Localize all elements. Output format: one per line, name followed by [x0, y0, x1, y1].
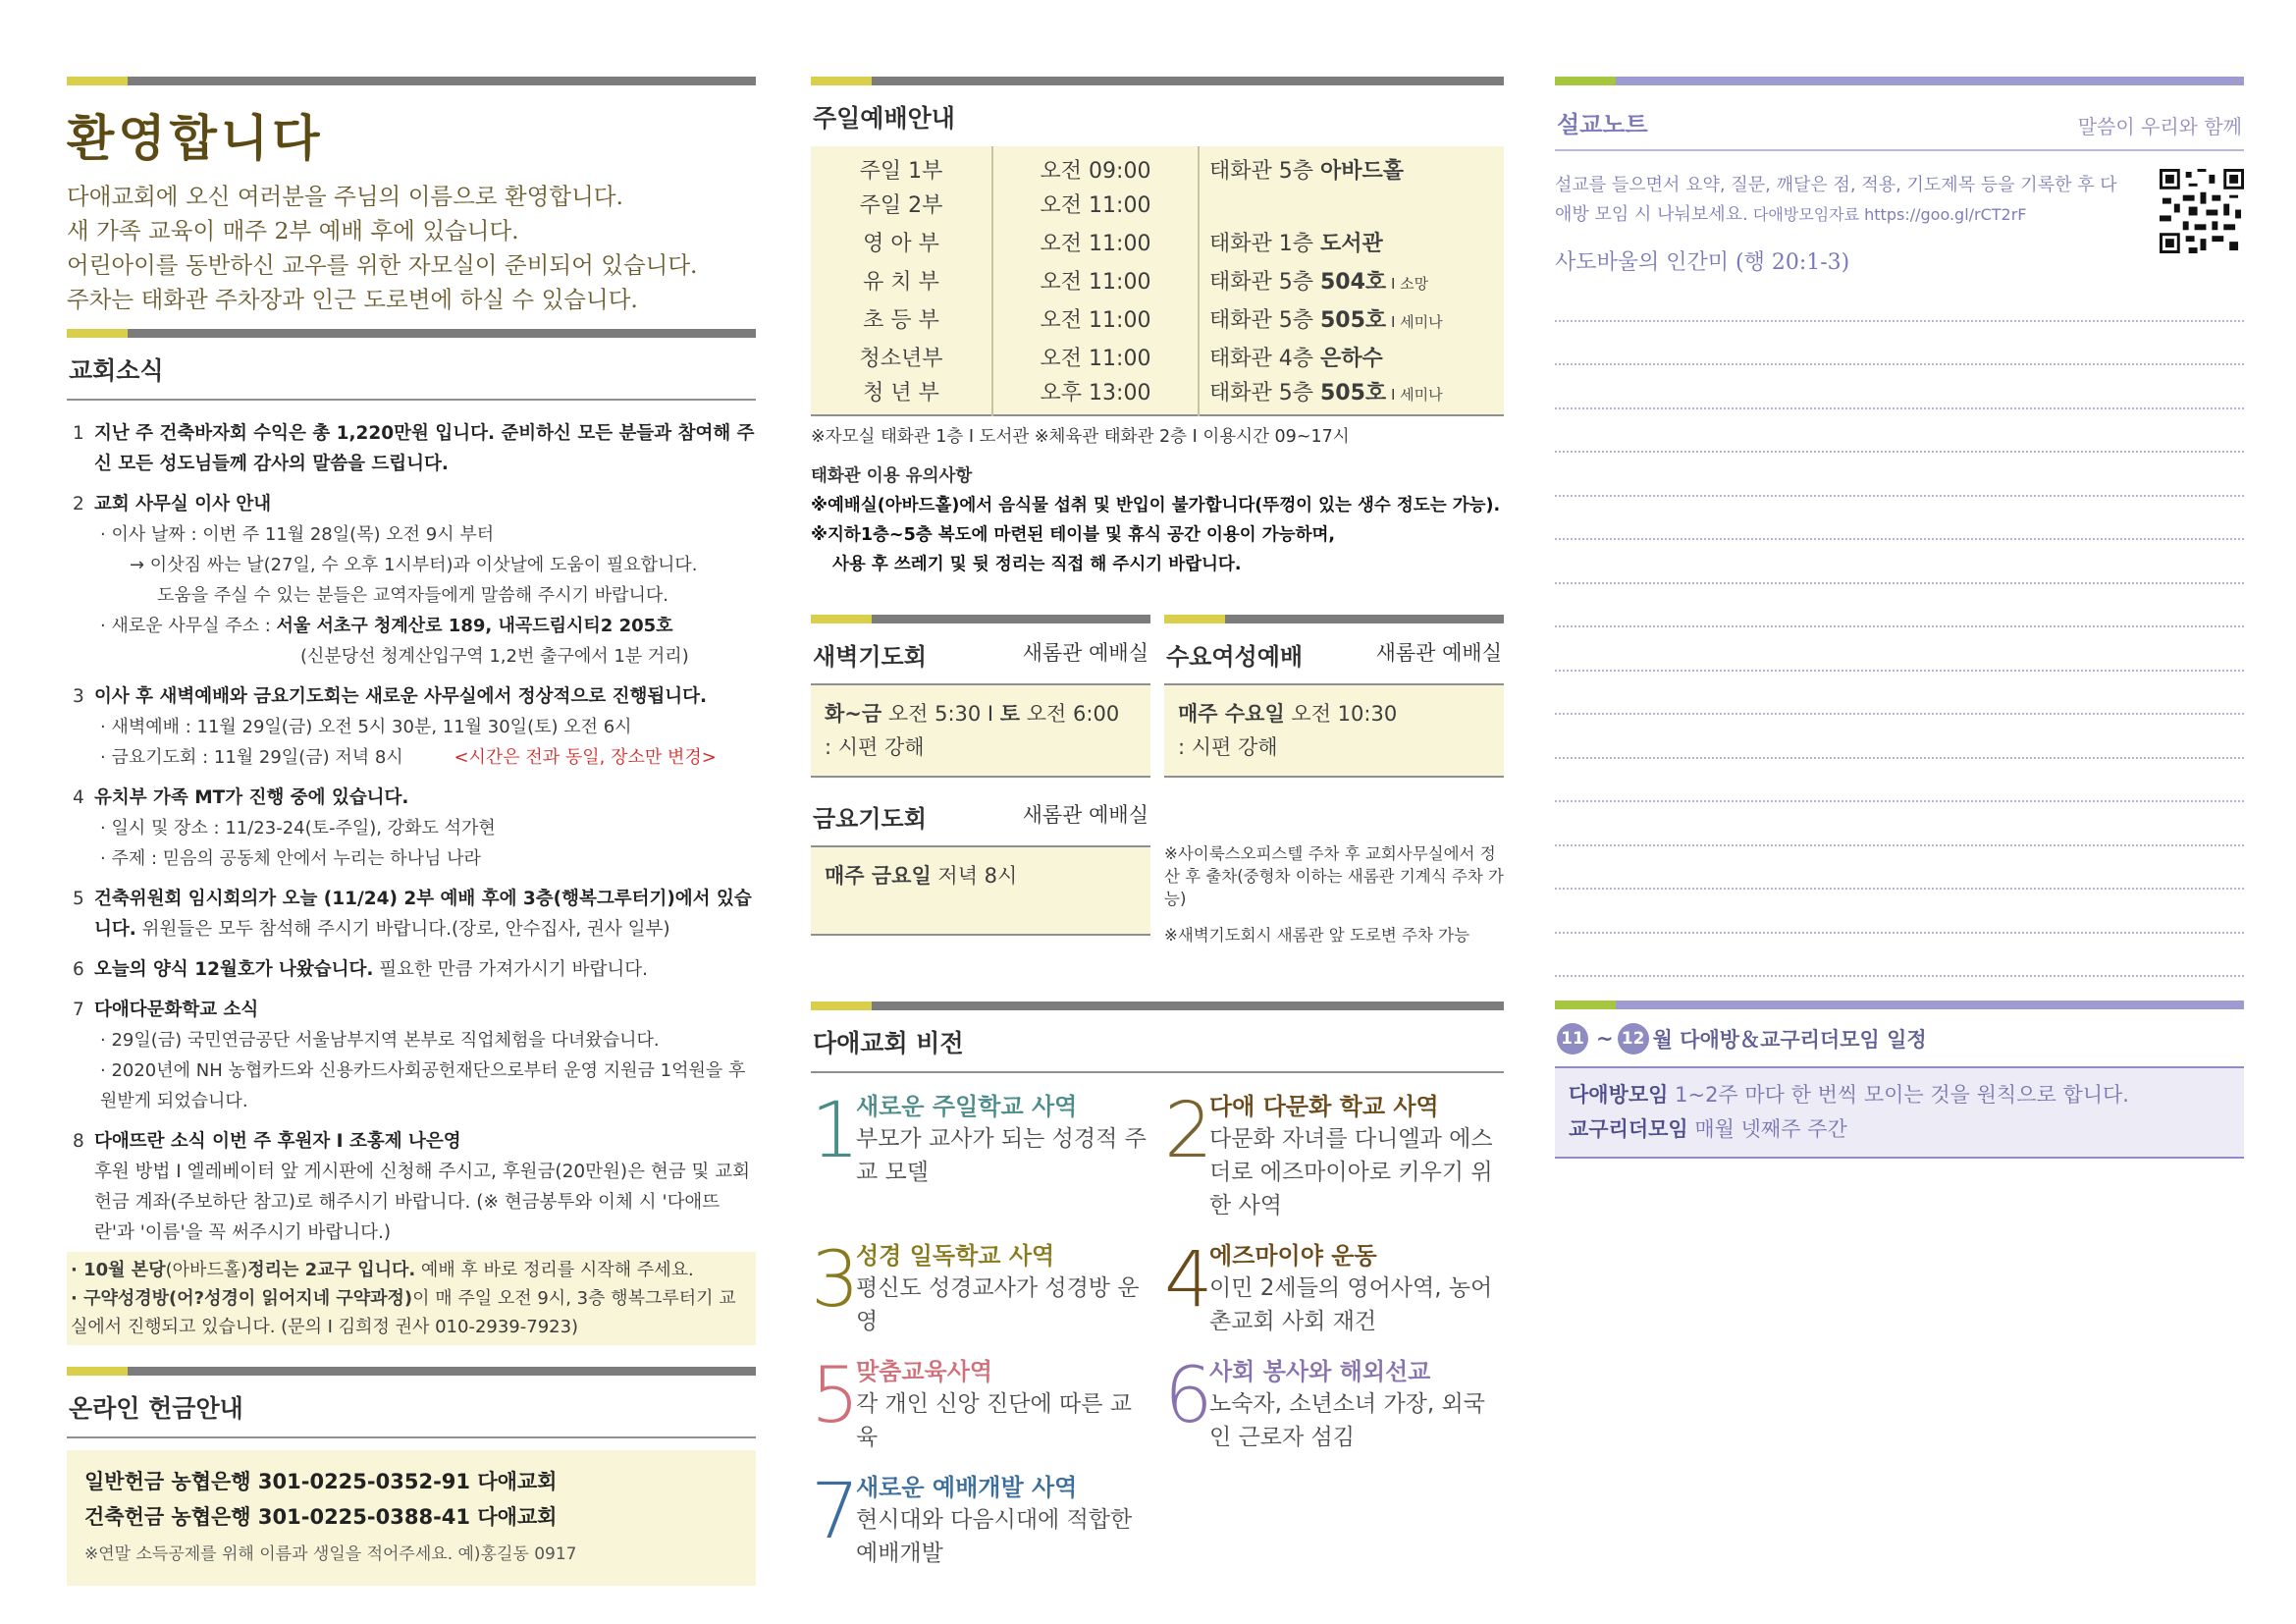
offering-title: 온라인 헌금안내 — [67, 1389, 756, 1438]
column-left — [67, 77, 756, 1586]
news-list — [67, 418, 756, 1248]
rules-title: 태화관 이용 유의사항 — [811, 466, 973, 486]
news-item: 2 교회 사무실 이사 안내 · 이사 날짜 : 이번 주 11월 28일(목) 오전 9시 부터 → 이삿짐 싸는 날(27일, 수 오후 1시부터)과 이삿날에 도움이 필요합니다. 도움을 주실 수 있는 분들은 교역자들에게 말씀해 주시기 바랍니다. · 새로운 사무실 주소 : 서울 서초구 청계산로 189, 내곡드림시티2 205호 (신분당선 청계산입구역 1,2번 출구에서 1분 거리) — [73, 494, 698, 667]
vision-item: 5 맞춤교육사역 각 개인 신앙 진단에 따른 교육 — [811, 1352, 1132, 1450]
divider-bar — [811, 1001, 1504, 1010]
worship-table — [811, 146, 1504, 416]
note-line[interactable] — [1555, 322, 2244, 366]
service-place: 태화관 5층 504호 I 소망 — [1209, 270, 1429, 295]
worship-row — [811, 376, 1504, 415]
service-time: 오전 09:00 — [992, 146, 1199, 185]
note-line[interactable] — [1555, 278, 2244, 322]
service-name: 주일 1부 — [811, 146, 992, 185]
vision-item: 6 사회 봉사와 해외선교 노숙자, 소년소녀 가장, 외국인 근로자 섬김 — [1164, 1352, 1485, 1450]
service-time: 오전 11:00 — [992, 261, 1199, 299]
vision-title: 다애교회 비전 — [811, 1024, 1504, 1073]
service-name: 청소년부 — [811, 338, 992, 376]
divider-bar — [67, 77, 756, 85]
service-time: 오전 11:00 — [992, 223, 1199, 261]
note-line[interactable] — [1555, 540, 2244, 584]
divider-bar — [67, 1367, 756, 1376]
news-item: 8 다애뜨란 소식 이번 주 후원자 I 조홍제 나은영 후원 방법 I 엘레베이터 앞 게시판에 신청해 주시고, 후원금(20만원)은 현금 및 교회헌금 계좌(주보하단 참고)로 해주시기 바랍니다. (※ 현금봉투와 이체 시 '다애뜨란'과 '이름'을 꼭 써주시기 바랍니다.) — [73, 1131, 751, 1243]
vision-item: 4 에즈마이야 운동 이민 2세들의 영어사역, 농어촌교회 사회 재건 — [1164, 1236, 1493, 1334]
vision-item: 3 성경 일독학교 사역 평신도 성경교사가 성경방 운영 — [811, 1236, 1140, 1334]
note-line[interactable] — [1555, 409, 2244, 454]
worship-row — [811, 185, 1504, 223]
column-right — [1555, 77, 2244, 1159]
service-name: 유 치 부 — [811, 261, 992, 299]
vision-grid — [811, 1087, 1504, 1570]
rule-3: 사용 후 쓰레기 및 뒷 정리는 직접 해 주시기 바랍니다. — [832, 555, 1242, 574]
note-line[interactable] — [1555, 890, 2244, 934]
service-name: 주일 2부 — [811, 185, 992, 223]
service-place: 태화관 5층 아바드홀 — [1209, 159, 1405, 184]
welcome-line: 어린아이를 동반하신 교우를 위한 자모실이 준비되어 있습니다. — [67, 251, 698, 279]
sermon-description: 설교를 들으면서 요약, 질문, 깨달은 점, 적용, 기도제목 등을 기록한 후 다애방 모임 시 나눠보세요. 다애방모임자료 https://goo.gl/rCT2rF — [1555, 175, 2117, 225]
sermon-note-title: 설교노트 — [1557, 111, 1648, 138]
news-title: 교회소식 — [67, 352, 756, 401]
notice-box: · 10월 본당(아바드홀)정리는 2교구 입니다. 예배 후 바로 정리를 시작해 주세요. · 구약성경방(어?성경이 읽어지네 구약과정)이 매 주일 오전 9시, 3층 행복그루터기 교실에서 진행되고 있습니다. (문의 I 김희정 권사 010-2939-7923) — [67, 1252, 756, 1345]
note-line[interactable] — [1555, 934, 2244, 978]
worship-title: 주일예배안내 — [811, 99, 1504, 148]
facility-note: ※자모실 태화관 1층 I 도서관 ※체육관 태화관 2층 I 이용시간 09~17시 — [811, 427, 1350, 447]
note-line[interactable] — [1555, 715, 2244, 759]
offering-box — [67, 1450, 756, 1586]
friday-prayer: 금요기도회 새롬관 예배실 매주 금요일 저녁 8시 — [811, 799, 1150, 947]
dawn-prayer: 새벽기도회 새롬관 예배실 화~금 오전 5:30 I 토 오전 6:00 : 시편 강해 — [811, 615, 1150, 778]
schedule-box: 다애방모임 1~2주 마다 한 번씩 모이는 것을 원칙으로 합니다. 교구리더모임 매월 넷째주 주간 — [1555, 1066, 2244, 1159]
vision-item: 1 새로운 주일학교 사역 부모가 교사가 되는 성경적 주교 모델 — [811, 1087, 1147, 1185]
vision-item: 7 새로운 예배개발 사역 현시대와 다음시대에 적합한 예배개발 — [811, 1468, 1133, 1566]
service-name: 영 아 부 — [811, 223, 992, 261]
divider-bar — [1555, 1001, 2244, 1009]
news-item: 1 지난 주 건축바자회 수익은 총 1,220만원 입니다. 준비하신 모든 분들과 참여해 주신 모든 성도님들께 감사의 말씀을 드립니다. — [73, 423, 755, 474]
service-place: 태화관 5층 505호 I 세미나 — [1209, 381, 1443, 406]
divider-bar — [1555, 77, 2244, 85]
service-time: 오전 11:00 — [992, 338, 1199, 376]
parking-notes: ※사이룩스오피스텔 주차 후 교회사무실에서 정산 후 출차(중형차 이하는 새롬관 기계식 주차 가능) ※새벽기도회시 새롬관 앞 도로변 주차 가능 — [1164, 844, 1504, 945]
note-line[interactable] — [1555, 846, 2244, 891]
note-line[interactable] — [1555, 802, 2244, 846]
highlight-note: <시간은 전과 동일, 장소만 변경> — [454, 747, 717, 768]
service-name: 청 년 부 — [811, 376, 992, 415]
qr-code-icon[interactable] — [2160, 169, 2244, 253]
note-line[interactable] — [1555, 365, 2244, 409]
news-item: 5 건축위원회 임시회의가 오늘 (11/24) 2부 예배 후에 3층(행복그루터기)에서 있습니다. 위원들은 모두 참석해 주시기 바랍니다.(장로, 안수집사, 권사 일부) — [73, 889, 752, 940]
note-line[interactable] — [1555, 672, 2244, 716]
note-line[interactable] — [1555, 627, 2244, 672]
welcome-line: 다애교회에 오신 여러분을 주님의 이름으로 환영합니다. — [67, 183, 623, 210]
divider-bar — [67, 329, 756, 338]
offering-general: 일반헌금 농협은행 301-0225-0352-91 다애교회 — [84, 1470, 558, 1493]
worship-row — [811, 338, 1504, 376]
column-middle — [811, 77, 1504, 1570]
offering-note: ※연말 소득공제를 위해 이름과 생일을 적어주세요. 예)홍길동 0917 — [84, 1544, 577, 1564]
prayer-boxes — [811, 615, 1504, 778]
service-place — [1199, 185, 1504, 223]
worship-row — [811, 146, 1504, 185]
wednesday-worship: 수요여성예배 새롬관 예배실 매주 수요일 오전 10:30 : 시편 강해 — [1164, 615, 1504, 778]
news-item: 4 유치부 가족 MT가 진행 중에 있습니다. · 일시 및 장소 : 11/23-24(토-주일), 강화도 석가현 · 주제 : 믿음의 공동체 안에서 누리는 하나님 나라 — [73, 787, 496, 869]
divider-bar — [811, 77, 1504, 85]
note-line[interactable] — [1555, 759, 2244, 803]
note-line[interactable] — [1555, 584, 2244, 628]
note-lines[interactable] — [1555, 278, 2244, 977]
news-item: 7 다애다문화학교 소식 · 29일(금) 국민연금공단 서울남부지역 본부로 직업체험을 다녀왔습니다. · 2020년에 NH 농협카드와 신용카드사회공헌재단으로부터 운영 지원금 1억원을 후원받게 되었습니다. — [73, 1000, 746, 1111]
welcome-line: 새 가족 교육이 매주 2부 예배 후에 있습니다. — [67, 217, 519, 244]
sermon-text: 사도바울의 인간미 (행 20:1-3) — [1555, 250, 1850, 275]
welcome-line: 주차는 태화관 주차장과 인근 도로변에 하실 수 있습니다. — [67, 286, 638, 313]
rule-1: ※예배실(아바드홀)에서 음식물 섭취 및 반입이 불가합니다(뚜껑이 있는 생수 정도는 가능). — [811, 496, 1501, 515]
service-place: 태화관 5층 505호 I 세미나 — [1209, 308, 1443, 333]
worship-row — [811, 299, 1504, 338]
service-time: 오전 11:00 — [992, 185, 1199, 223]
rule-2: ※지하1층~5층 복도에 마련된 테이블 및 휴식 공간 이용이 가능하며, — [811, 525, 1336, 545]
offering-building: 건축헌금 농협은행 301-0225-0388-41 다애교회 — [84, 1505, 558, 1529]
note-line[interactable] — [1555, 453, 2244, 497]
sermon-slogan: 말씀이 우리와 함께 — [2077, 115, 2242, 138]
schedule-header: 11 ~ 12 월 다애방＆교구리더모임 일정 — [1555, 1023, 2244, 1066]
worship-row — [811, 261, 1504, 299]
service-time: 오전 11:00 — [992, 299, 1199, 338]
welcome-text — [67, 180, 756, 317]
service-name: 초 등 부 — [811, 299, 992, 338]
welcome-title: 환영합니다 — [67, 109, 324, 167]
service-time: 오후 13:00 — [992, 376, 1199, 415]
vision-item: 2 다애 다문화 학교 사역 다문화 자녀를 다니엘과 에스더로 에즈마이아로 키우기 위한 사역 — [1164, 1087, 1493, 1218]
worship-row — [811, 223, 1504, 261]
news-item: 6 오늘의 양식 12월호가 나왔습니다. 필요한 만큼 가져가시기 바랍니다. — [73, 959, 649, 980]
note-line[interactable] — [1555, 497, 2244, 541]
service-place: 태화관 1층 도서관 — [1209, 232, 1383, 256]
news-item: 3 이사 후 새벽예배와 금요기도회는 새로운 사무실에서 정상적으로 진행됩니다. · 새벽예배 : 11월 29일(금) 오전 5시 30분, 11월 30일(토) 오전 6시 · 금요기도회 : 11월 29일(금) 저녁 8시 <시간은 전과 동일, 장소만 변경> — [73, 686, 717, 768]
sermon-header — [1555, 99, 2244, 151]
service-place: 태화관 4층 은하수 — [1209, 347, 1383, 371]
